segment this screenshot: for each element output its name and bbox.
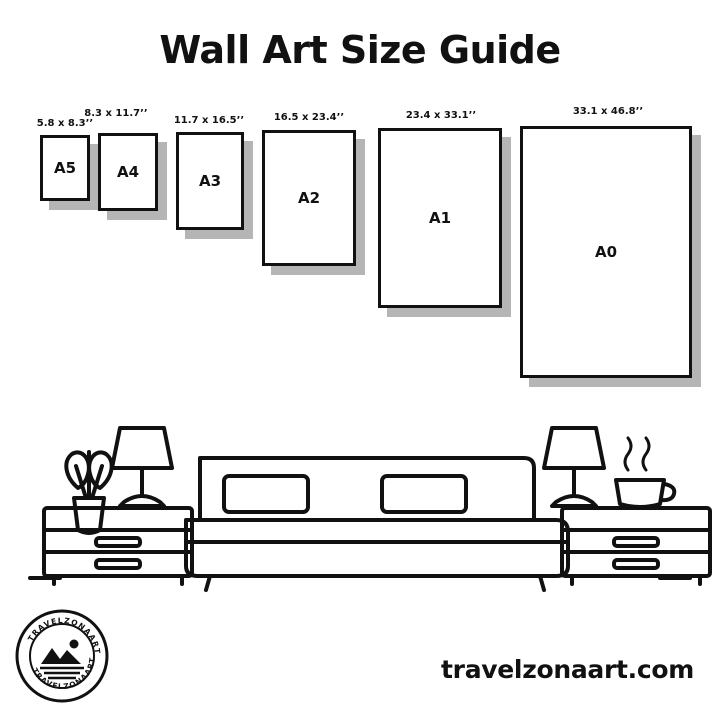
frame-a2: [262, 130, 356, 266]
frame-label-a0: A0: [594, 243, 618, 261]
frame-label-a1: A1: [428, 209, 452, 227]
right-nightstand-icon: [562, 508, 710, 584]
frame-label-a2: A2: [297, 189, 321, 207]
size-chart: [0, 100, 720, 400]
plant-vase-icon: [66, 452, 111, 533]
bed-icon: [186, 458, 568, 590]
website-url: travelzonaart.com: [441, 655, 694, 684]
frame-a1: [378, 128, 502, 308]
left-nightstand-icon: [44, 508, 192, 584]
frame-a4: [98, 133, 158, 211]
frame-a0: [520, 126, 692, 378]
left-table-lamp-icon: [112, 428, 172, 506]
frame-label-a4: A4: [116, 163, 140, 181]
size-caption-a0: 33.1 x 46.8’’: [572, 106, 644, 117]
size-caption-a5: 5.8 x 8.3’’: [36, 118, 94, 129]
coffee-cup-icon: [616, 438, 674, 507]
size-caption-a2: 16.5 x 23.4’’: [273, 112, 345, 123]
frame-a3: [176, 132, 244, 230]
frame-label-a3: A3: [198, 172, 222, 190]
brand-logo: [14, 608, 110, 704]
bedroom-scene-illustration: [0, 370, 720, 610]
frame-label-a5: A5: [53, 159, 77, 177]
mountain-icon: [40, 640, 84, 679]
logo-text-bottom: TRAVELZONAART: [30, 656, 98, 692]
logo-text-top: TRAVELZONAART: [25, 615, 103, 656]
page-title: Wall Art Size Guide: [159, 28, 561, 72]
frame-a5: [40, 135, 90, 201]
size-caption-a1: 23.4 x 33.1’’: [405, 110, 477, 121]
size-caption-a4: 8.3 x 11.7’’: [84, 108, 148, 119]
right-table-lamp-icon: [544, 428, 604, 506]
size-caption-a3: 11.7 x 16.5’’: [173, 115, 245, 126]
